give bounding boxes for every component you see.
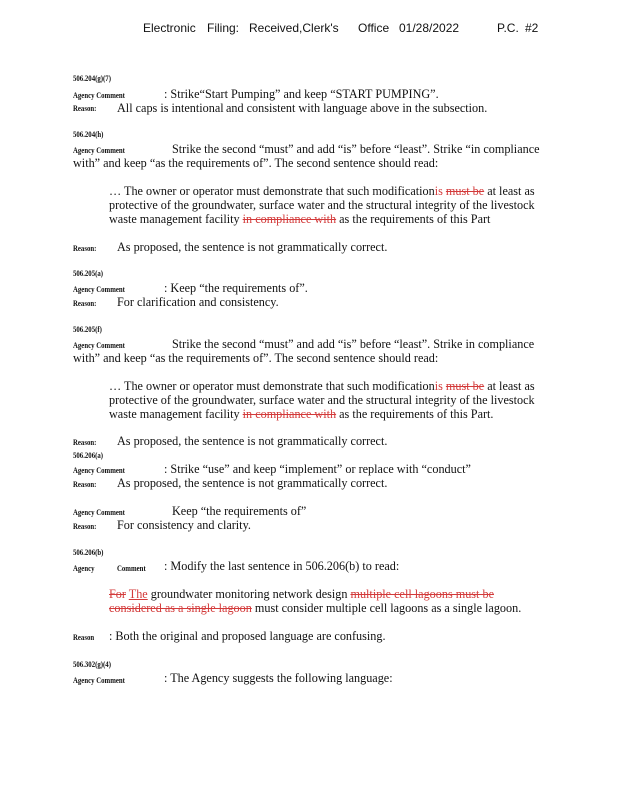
comment-text: : Modify the last sentence in 506.206(b) to read: <box>164 559 400 573</box>
agency-comment-label: Agency Comment <box>73 145 125 155</box>
quote-line: protective of the groundwater, surface water and the structural integrity of the livestock <box>109 393 535 407</box>
agency-comment-label: Agency Comment <box>73 507 125 517</box>
agency-comment-label: Agency Comment <box>73 90 125 100</box>
reason-text-a: All caps is intentional <box>117 101 224 115</box>
section-id: 506.205(f) <box>73 324 102 334</box>
agency-comment-label: Agency Comment <box>73 675 125 685</box>
revision-line: considered as a single lagoon must consider multiple cell lagoons as a single lagoon. <box>109 601 522 615</box>
header-number: #2 <box>525 21 539 35</box>
agency-comment-label: Agency Comment <box>73 340 125 350</box>
reason-label: Reason: <box>73 479 97 489</box>
reason-text: As proposed, the sentence is not grammatically correct. <box>117 476 388 490</box>
reason-label: Reason: <box>73 437 97 447</box>
quote-line: waste management facility in compliance with as the requirements of this Part <box>109 212 491 226</box>
reason-label: Reason <box>73 632 95 642</box>
comment-text: : The Agency suggests the following language: <box>164 671 393 685</box>
reason-label: Reason: <box>73 103 97 113</box>
comment-text: : Strike “use” and keep “implement” or replace with “conduct” <box>164 462 471 476</box>
reason-text: As proposed, the sentence is not grammatically correct. <box>117 434 388 448</box>
quote-line: protective of the groundwater, surface water and the structural integrity of the livestock <box>109 198 535 212</box>
agency-comment-label: Agency Comment <box>73 284 125 294</box>
reason-label: Reason: <box>73 243 97 253</box>
reason-text: For consistency and clarity. <box>117 518 251 532</box>
header-date: 01/28/2022 <box>399 21 460 35</box>
agency-label: Agency <box>73 563 95 573</box>
comment-text: Strike the second “must” and add “is” before “least”. Strike “in compliance <box>172 142 540 156</box>
header-office: Office <box>358 21 390 35</box>
reason-text: For clarification and consistency. <box>117 295 279 309</box>
reason-label: Reason: <box>73 298 97 308</box>
header-filing: Filing: <box>207 21 240 35</box>
revision-line: For The groundwater monitoring network design multiple cell lagoons must be <box>109 587 494 601</box>
section-id: 506.302(g)(4) <box>73 659 111 669</box>
comment-text: with” and keep “as the requirements of”. The second sentence should read: <box>73 156 439 170</box>
comment-text: : Strike“Start Pumping” and keep “START PUMPING”. <box>164 87 439 101</box>
header-electronic: Electronic <box>143 21 196 35</box>
reason-text: As proposed, the sentence is not grammatically correct. <box>117 240 388 254</box>
section-id: 506.204(g)(7) <box>73 73 111 83</box>
quote-line: … The owner or operator must demonstrate that such modificationis must be at least as <box>109 184 535 198</box>
comment-text: Keep “the requirements of” <box>172 504 307 518</box>
section-id: 506.206(b) <box>73 547 104 557</box>
comment-text: with” and keep “as the requirements of”. The second sentence should read: <box>73 351 439 365</box>
reason-label: Reason: <box>73 521 97 531</box>
agency-comment-label: Agency Comment <box>73 465 125 475</box>
section-id: 506.206(a) <box>73 450 104 460</box>
comment-text: Strike the second “must” and add “is” before “least”. Strike in compliance <box>172 337 535 351</box>
header-pc: P.C. <box>497 21 519 35</box>
quote-line: waste management facility in compliance with as the requirements of this Part. <box>109 407 494 421</box>
section-id: 506.205(a) <box>73 268 104 278</box>
comment-label: Comment <box>117 563 146 573</box>
section-id: 506.204(h) <box>73 129 104 139</box>
comment-text: : Keep “the requirements of”. <box>164 281 308 295</box>
header-received: Received,Clerk's <box>249 21 339 35</box>
reason-text-b: and consistent with language above in the subsection. <box>226 101 488 115</box>
quote-line: … The owner or operator must demonstrate that such modificationis must be at least as <box>109 379 535 393</box>
reason-text: : Both the original and proposed language are confusing. <box>109 629 386 643</box>
